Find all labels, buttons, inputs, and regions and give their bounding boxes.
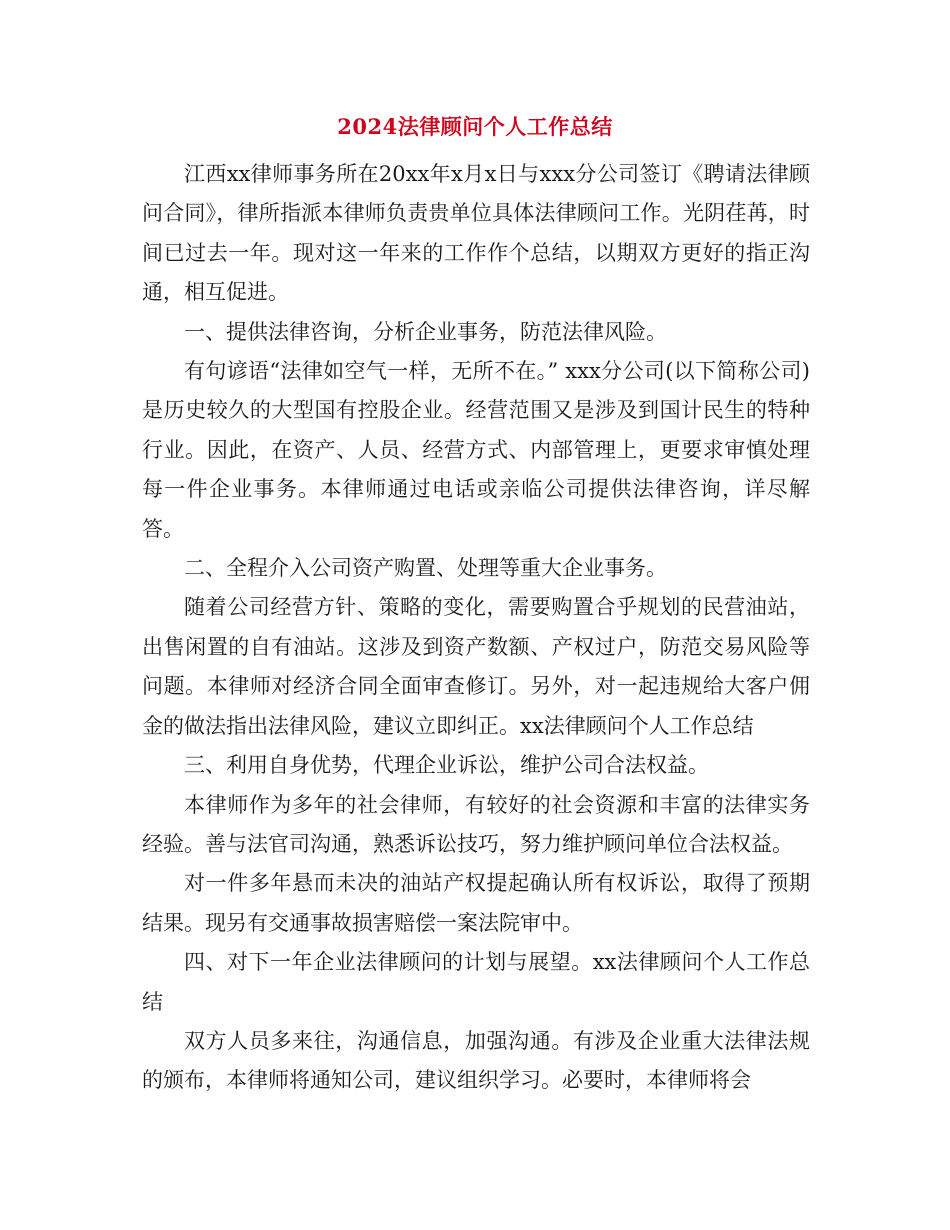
paragraph-section-4: 双方人员多来往，沟通信息，加强沟通。有涉及企业重大法律法规的颁布，本律师将通知公司，建议组织学习。必要时，本律师将会 bbox=[142, 1028, 810, 1093]
paragraph-intro: 江西xx律师事务所在20xx年x月x日与xxx分公司签订《聘请法律顾问合同》，律所指派本律师负责贵单位具体法律顾问工作。光阴荏苒，时间已过去一年。现对这一年来的工作作个总结，以期双方更好的指正沟通，相互促进。 bbox=[142, 162, 810, 305]
paragraph-section-3a: 本律师作为多年的社会律师，有较好的社会资源和丰富的法律实务经验。善与法官司沟通，熟悉诉讼技巧，努力维护顾问单位合法权益。 bbox=[142, 792, 810, 856]
section-heading-4: 四、对下一年企业法律顾问的计划与展望。xx法律顾问个人工作总结 bbox=[142, 950, 810, 1014]
document-title: 2024法律顾问个人工作总结 bbox=[337, 114, 613, 139]
document-body bbox=[142, 155, 810, 1101]
paragraph-section-3b: 对一件多年悬而未决的油站产权提起确认所有权诉讼，取得了预期结果。现另有交通事故损害赔偿一案法院审中。 bbox=[142, 871, 810, 935]
section-heading-3: 三、利用自身优势，代理企业诉讼，维护公司合法权益。 bbox=[184, 753, 709, 778]
paragraph-section-1: 有句谚语“法律如空气一样，无所不在。” xxx分公司(以下简称公司)是历史较久的大型国有控股企业。经营范围又是涉及到国计民生的特种行业。因此，在资产、人员、经营方式、内部管理上，更要求审慎处理每一件企业事务。本律师通过电话或亲临公司提供法律咨询，详尽解答。 bbox=[142, 359, 810, 541]
paragraph-section-2: 随着公司经营方针、策略的变化，需要购置合乎规划的民营油站，出售闲置的自有油站。这涉及到资产数额、产权过户，防范交易风险等问题。本律师对经济合同全面审查修订。另外，对一起违规给大客户佣金的做法指出法律风险，建议立即纠正。xx法律顾问个人工作总结 bbox=[142, 595, 810, 738]
section-heading-2: 二、全程介入公司资产购置、处理等重大企业事务。 bbox=[184, 556, 667, 581]
section-heading-1: 一、提供法律咨询，分析企业事务，防范法律风险。 bbox=[184, 319, 667, 344]
